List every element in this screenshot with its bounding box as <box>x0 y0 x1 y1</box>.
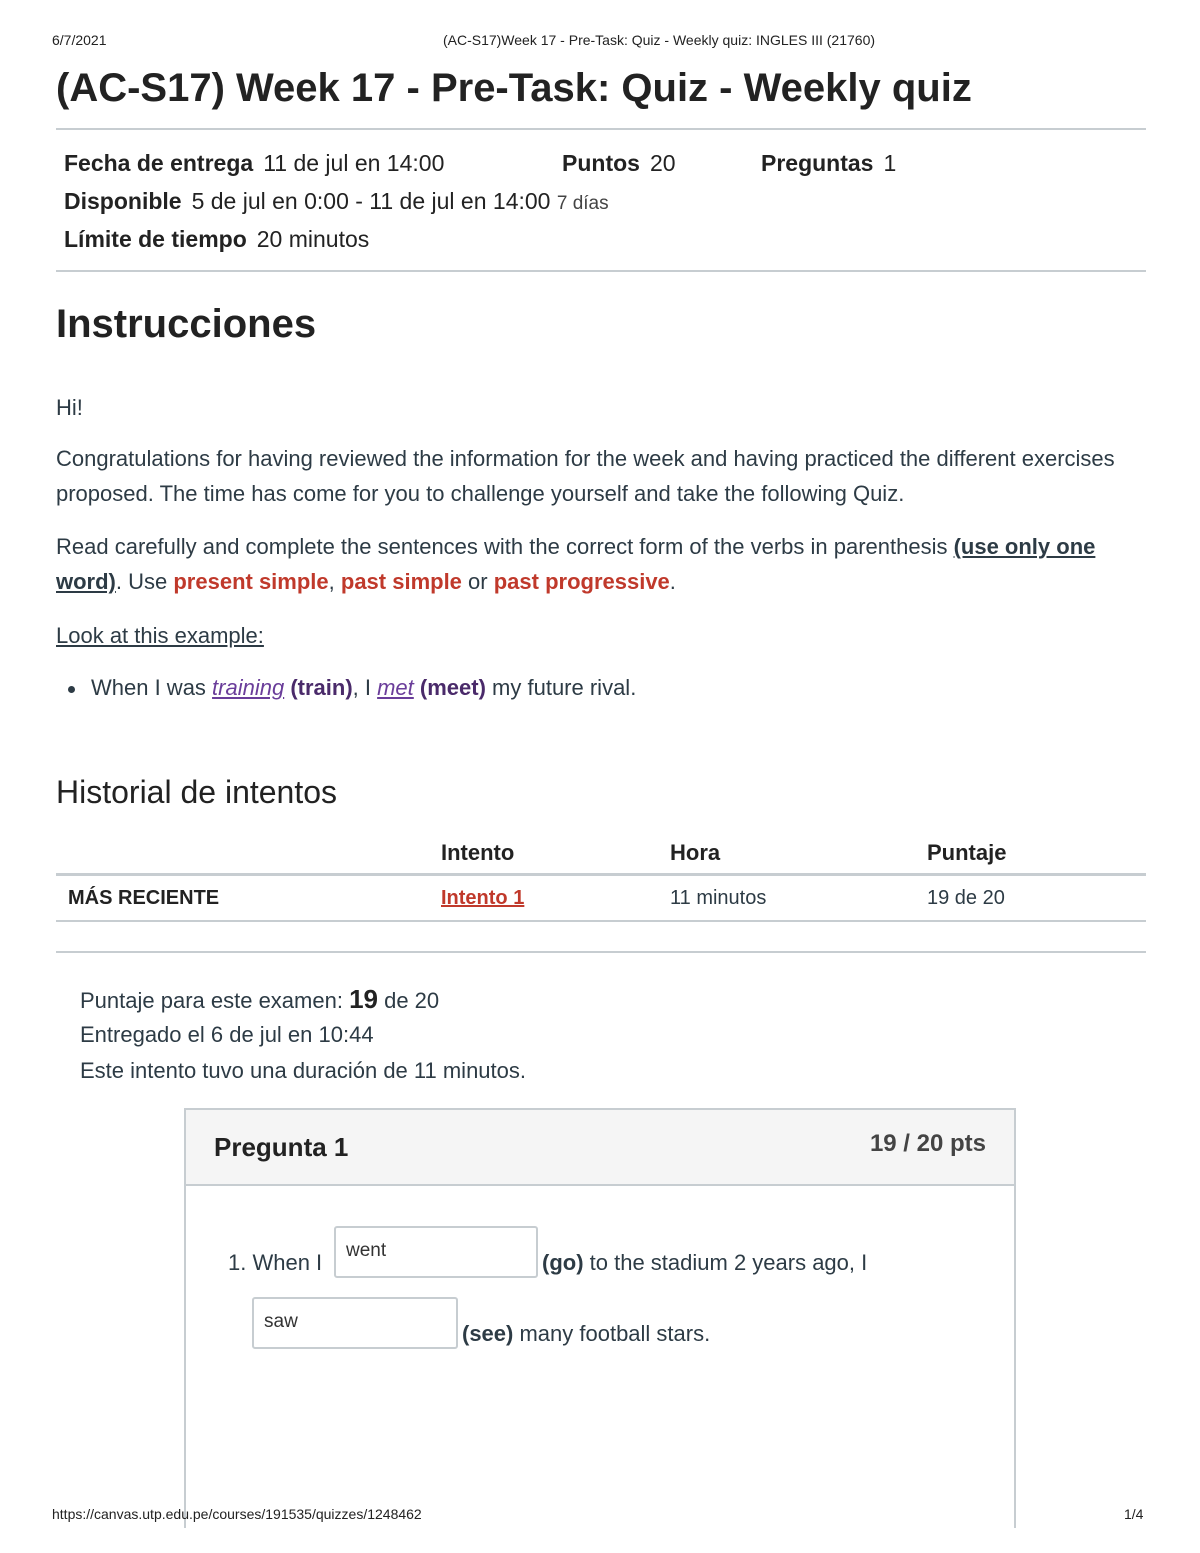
task-paragraph <box>56 529 1146 599</box>
score-value: 19 <box>349 984 378 1014</box>
time-limit-value: 20 minutos <box>256 226 370 252</box>
question-header <box>186 1110 1014 1186</box>
verb-hint: (see) <box>462 1321 514 1346</box>
example-answer: met <box>377 675 414 700</box>
example-text: When I was <box>91 675 213 700</box>
example-verb: (train) <box>290 675 353 700</box>
question-points: 19 / 20 pts <box>869 1130 986 1157</box>
attempt-link-text[interactable]: Intento 1 <box>441 887 525 909</box>
intro-paragraph: Congratulations for having reviewed the information for the week and having practiced the different exercises proposed. The time has come for you to challenge yourself and take the following Quiz. <box>56 446 1115 506</box>
question-text: 1. When I <box>228 1250 323 1275</box>
table-bottom-divider <box>56 920 1146 922</box>
divider <box>56 951 1146 953</box>
attempt-duration: Este intento tuvo una duración de 11 minutos. <box>80 1058 526 1083</box>
answer-input-1[interactable]: went <box>334 1226 538 1278</box>
points-value: 20 <box>649 150 676 176</box>
table-row <box>56 876 1146 920</box>
question-title: Pregunta 1 <box>214 1132 349 1162</box>
row-label: MÁS RECIENTE <box>68 887 220 909</box>
attempt-time: 11 minutos <box>670 887 767 909</box>
submitted-at: Entregado el 6 de jul en 10:44 <box>80 1022 374 1047</box>
bullet-icon <box>68 686 75 693</box>
tense-present-simple: present simple <box>173 569 329 594</box>
due-date <box>64 150 444 177</box>
time-limit-label: Límite de tiempo <box>64 226 247 252</box>
divider <box>56 270 1146 272</box>
instructions-heading: Instrucciones <box>56 302 317 346</box>
points-label: Puntos <box>562 150 640 176</box>
tense-past-progressive: past progressive <box>493 569 670 594</box>
task-text: or <box>461 569 494 594</box>
question-text-part: many football stars. <box>513 1321 711 1346</box>
column-header-score: Puntaje <box>927 840 1007 865</box>
tense-past-simple: past simple <box>340 569 462 594</box>
availability <box>64 188 609 215</box>
greeting: Hi! <box>56 395 83 420</box>
question-text-part: to the stadium 2 years ago, I <box>583 1250 868 1275</box>
attempt-score: 19 de 20 <box>927 887 1005 909</box>
task-text: Read carefully and complete the sentences with the correct form of the verbs in parenthesis <box>56 534 954 559</box>
task-text: , <box>328 569 341 594</box>
score-summary <box>80 984 439 1015</box>
available-value: 5 de jul en 0:00 - 11 de jul en 14:00 <box>191 188 551 214</box>
available-days: 7 días <box>556 193 609 214</box>
column-header-attempt: Intento <box>441 840 515 865</box>
questions-count <box>761 150 896 177</box>
time-limit <box>64 226 369 253</box>
example-text: my future rival. <box>485 675 637 700</box>
attempt-link[interactable] <box>441 887 524 910</box>
question-text <box>462 1321 710 1347</box>
print-page-number: 1/4 <box>1124 1506 1144 1522</box>
available-label: Disponible <box>64 188 182 214</box>
example-label: Look at this example: <box>56 623 264 648</box>
due-label: Fecha de entrega <box>64 150 254 176</box>
verb-hint: (go) <box>542 1250 584 1275</box>
example-answer: training <box>212 675 285 700</box>
page-title: (AC-S17) Week 17 - Pre-Task: Quiz - Weekly quiz <box>56 66 972 110</box>
divider <box>56 128 1146 130</box>
question-text <box>542 1250 867 1276</box>
task-emphasis: (use only one word) <box>56 534 1096 594</box>
history-heading: Historial de intentos <box>56 774 338 810</box>
column-header-time: Hora <box>670 840 721 865</box>
example-text: , I <box>352 675 378 700</box>
print-date: 6/7/2021 <box>52 32 107 48</box>
question-card <box>184 1108 1016 1528</box>
task-text: . Use <box>115 569 174 594</box>
score-suffix: de 20 <box>377 988 440 1013</box>
due-value: 11 de jul en 14:00 <box>263 150 445 176</box>
points <box>562 150 676 177</box>
score-prefix: Puntaje para este examen: <box>80 988 350 1013</box>
questions-label: Preguntas <box>761 150 874 176</box>
print-url: https://canvas.utp.edu.pe/courses/191535/quizzes/1248462 <box>52 1506 422 1522</box>
print-doc-title: (AC-S17)Week 17 - Pre-Task: Quiz - Weekly quiz: INGLES III (21760) <box>442 32 876 48</box>
task-text: . <box>669 569 676 594</box>
example-verb: (meet) <box>419 675 486 700</box>
example-item <box>68 670 1158 705</box>
questions-value: 1 <box>883 150 897 176</box>
answer-input-2[interactable]: saw <box>252 1297 458 1349</box>
